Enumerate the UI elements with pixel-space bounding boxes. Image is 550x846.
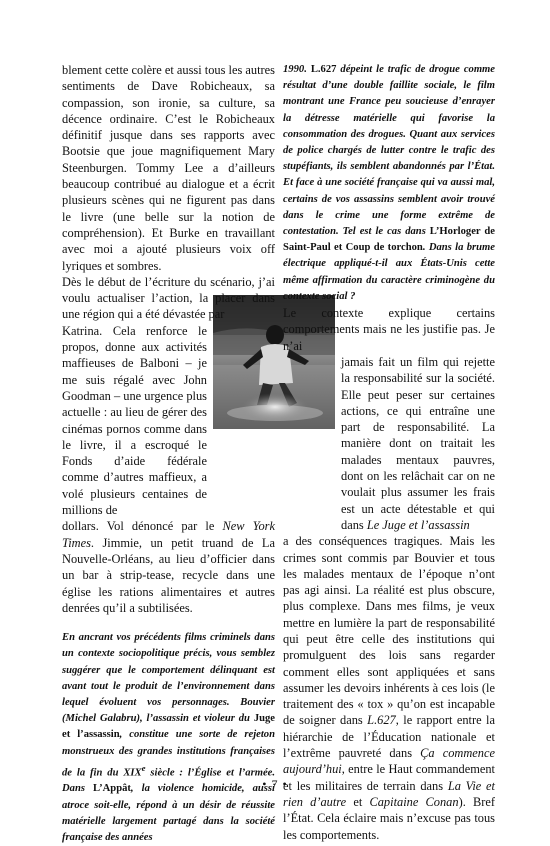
- right-answer-part-5: et: [346, 794, 370, 809]
- right-question-part-3: et: [330, 242, 346, 254]
- right-question-part-2: dépeint le trafic de drogue comme résultat d’une double faillite sociale, le film montrant une France peu soucieuse d’enrayer la détresse matérielle qui favorise la consommation des drogues. Quant aux services de police chargés de lutter contre le trafic des stupéfiants, ils semblent abandonnés par l’État. Et face à une société française qui va aussi mal, certains de vos assassins semblent avoir trouvé dans le crime une forme extrême de contestation. Tel est le cas dans: [283, 64, 495, 238]
- left-katrina-end-italic: New York Times: [62, 519, 275, 550]
- left-question-part-3: siècle : l’Église et l’armée. Dans: [62, 767, 275, 795]
- left-katrina-end-post: . Jimmie, un petit truand de La Nouvelle-Orléans, au lieu d’officier dans un bar à strip-tease, recycle dans une église les rations alimentaires et autres denrées qu’il a subtilisées.: [62, 535, 275, 615]
- right-column: [283, 62, 495, 843]
- right-question-film-3: Coup de torchon: [345, 242, 423, 254]
- left-interview-question: [62, 630, 275, 846]
- right-answer-part-3: , le rapport entre la hiérarchie de l’Éducation nationale et l’extrême pauvreté dans: [283, 713, 495, 761]
- right-question-film-1: L.627: [310, 64, 337, 75]
- right-answer-body-text: a des conséquences tragiques. Mais les crimes sont commis par Bouvier et tous les malades mentaux de l’époque n’ont pas agi ainsi. La réalité est plus obscure, plus complexe. Dans mes films, je veux mettre en lumière la part de responsabilité qui peut être celle des institutions qui promulguent des lois sans regarder comment elles sont appliquées et sans assumer les devoirs inhérents à ces lois (le traitement des « tox » qu’on est incapable de soigner dans: [283, 534, 495, 728]
- right-answer-intro: Le contexte explique certains comportements mais ne les justifie pas. Je n’ai: [283, 306, 495, 353]
- right-answer-wrap-italic: Le Juge et l’assassin: [366, 517, 470, 532]
- right-interview-question: [283, 62, 495, 305]
- left-paragraph-katrina-wrap: Katrina. Cela renforce le propos, donne aux activités maffieuses de Balboni – je me suis régalé avec John Goodman – une urgence plus actuelle : au lieu de gérer des cinémas pornos comme dans le livre, il a escroqué le Fonds d’aide fédérale comme d’autres maffieux, a volé plusieurs centaines de millions de: [62, 323, 207, 518]
- left-question-part-2: , constitue une sorte de rejeton monstrueux des grandes institutions françaises de la fin du XIX: [62, 729, 275, 779]
- left-question-sup: e: [141, 762, 146, 773]
- left-wrap-text-block: [62, 323, 207, 519]
- left-paragraph-katrina-intro: Dès le début de l’écriture du scénario, j’ai voulu actualiser l’action, la placer dans une région qui a été dévastée par: [62, 274, 275, 322]
- right-question-film-2: L’Horloger de Saint-Paul: [283, 226, 495, 254]
- page-number: • 7 •: [262, 777, 288, 791]
- left-question-film-2: L’Appât: [93, 783, 131, 795]
- left-paragraph-top: blement cette colère et aussi tous les autres sentiments de Dave Robicheaux, sa compassion, son ironie, sa culture, sa décence ordinaire. C’est le Robicheaux définitif jusque dans ses rapports avec Bootsie que joue magnifiquement Mary Steenburgen. Tommy Lee a d’ailleurs beaucoup contribué au dialogue et a écrit plusieurs scènes qui ne figurent pas dans le livre (une belle sur la notion de compréhension). Et Burke en travaillant avec moi a ajouté plusieurs voix off lyriques et sombres.: [62, 63, 275, 273]
- right-question-part-4: . Dans la brume électrique appliqué-t-il aux États-Unis cette même affirmation du caractère criminogène du contexte social ?: [283, 242, 495, 302]
- right-question-part-1: 1990.: [283, 64, 311, 75]
- right-answer-body: [283, 533, 495, 843]
- left-paragraph-katrina-end: [62, 518, 275, 616]
- left-gap: [62, 616, 275, 630]
- right-answer-part-4: , entre le Haut commandement et les militaires de terrain dans: [283, 762, 495, 793]
- left-question-film-1: Juge et l’assassin: [62, 713, 275, 741]
- right-answer-part-6: ). Bref l’État. Cela éclaire mais n’excuse pas tous les comportements.: [283, 794, 495, 842]
- right-answer-wrap-text: jamais fait un film qui rejette la responsabilité sur la société. Elle peut peser sur certaines actions, ce qui entraîne une part de responsabilité. La manière dont on traitait les malades mentaux pauvres, dont on les relâchait car on ne voulait plus assumer les frais est un acte détestable et qui dans: [341, 354, 495, 532]
- left-question-part-1: En ancrant vos précédents films criminels dans un contexte sociopolitique précis, vous semblez suggérer que le comportement délinquant est avant tout le produit de l’environnement dans lequel évoluent vos personnages. Bouvier (Michel Galabru), l’assassin et violeur du: [62, 632, 275, 725]
- right-answer-l627: L.627: [367, 713, 396, 728]
- right-answer-film-a: Ça commence aujourd’hui: [283, 746, 495, 777]
- right-wrap-text-block: [341, 354, 495, 533]
- right-answer-wrap: [341, 354, 495, 533]
- left-question-part-4: , la violence homicide, aussi atroce soit-elle, répond à un désir de réussite matérielle largement partagé dans la société française des années: [62, 783, 275, 844]
- left-katrina-end-pre: dollars. Vol dénoncé par le: [62, 519, 223, 534]
- right-answer-film-b: La Vie et rien d’autre: [283, 778, 495, 809]
- left-column: [62, 62, 275, 846]
- right-answer-film-c: Capitaine Conan: [369, 794, 459, 809]
